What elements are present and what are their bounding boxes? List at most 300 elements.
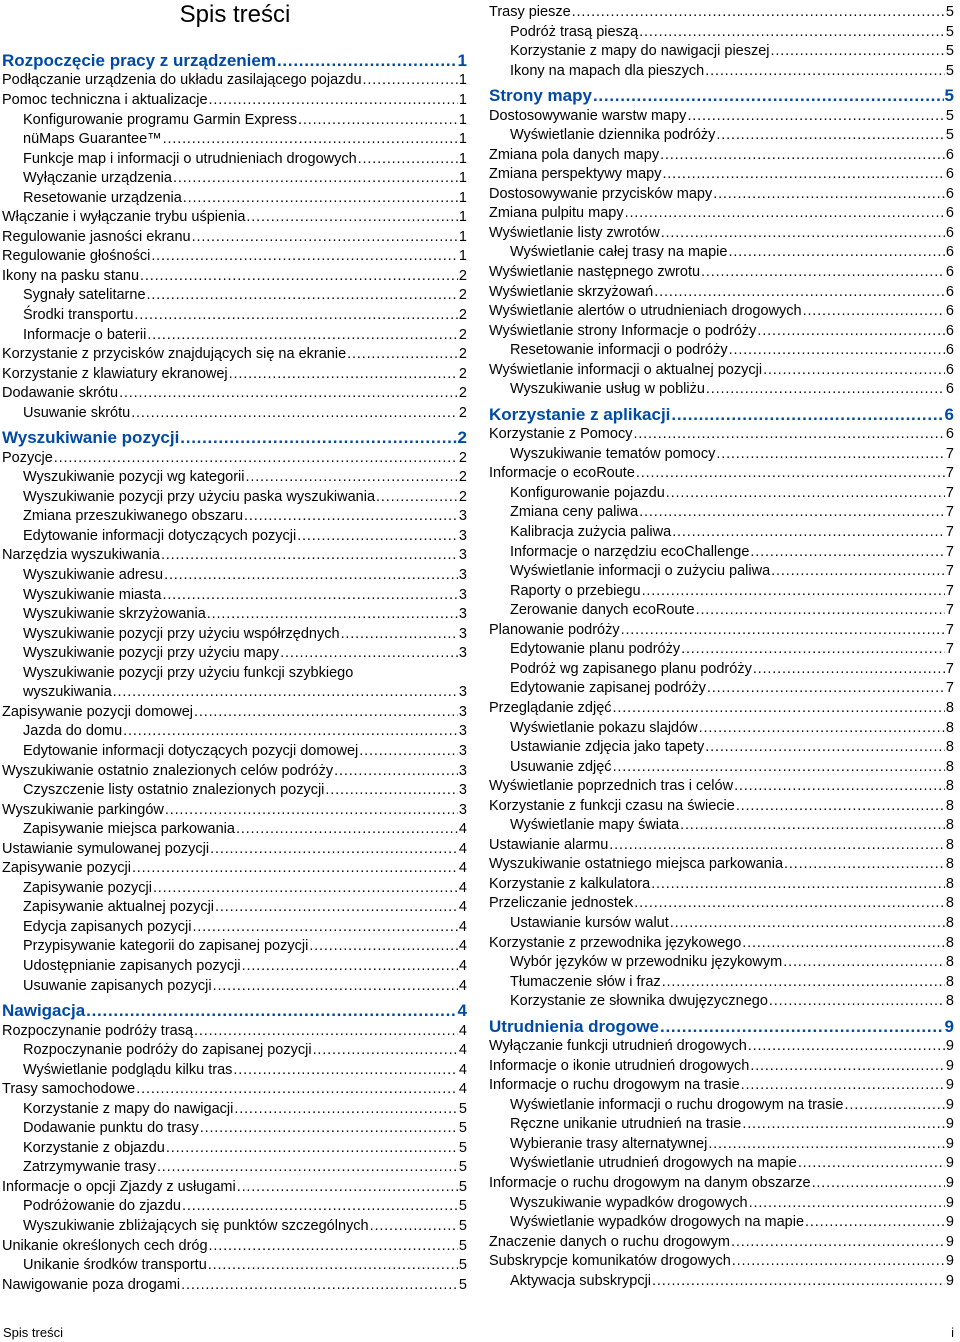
toc-entry[interactable] [489, 3, 954, 21]
toc-entry[interactable] [2, 683, 467, 701]
toc-entry[interactable] [2, 1061, 467, 1079]
toc-entry[interactable] [2, 306, 467, 324]
toc-entry[interactable] [489, 380, 954, 398]
toc-entry-page-number: 3 [458, 567, 467, 583]
toc-entry-title: Pozycje [2, 449, 53, 466]
toc-entry[interactable] [489, 758, 954, 776]
toc-entry[interactable] [489, 1252, 954, 1270]
toc-entry[interactable] [489, 679, 954, 697]
dot-leader [132, 859, 458, 877]
toc-entry[interactable] [2, 1139, 467, 1157]
toc-entry-title: Wyszukiwanie pozycji przy użyciu współrzędnych [23, 625, 340, 642]
toc-entry[interactable] [489, 1213, 954, 1231]
toc-entry-title: Funkcje map i informacji o utrudnieniach drogowych [23, 150, 357, 167]
toc-entry-title: Wyszukiwanie pozycji [2, 428, 180, 448]
toc-entry[interactable] [2, 1276, 467, 1294]
toc-entry[interactable] [2, 781, 467, 799]
toc-entry[interactable] [2, 918, 467, 936]
toc-entry[interactable] [2, 605, 467, 623]
toc-entry-title: Wyszukiwanie usług w pobliżu [510, 381, 705, 398]
toc-entry-title: Przypisywanie kategorii do zapisanej pozycji [23, 938, 309, 955]
toc-entry[interactable] [489, 1076, 954, 1094]
toc-entry[interactable] [2, 404, 467, 422]
toc-entry-title: Wyświetlanie mapy świata [510, 817, 680, 834]
dot-leader [687, 107, 944, 125]
toc-entry[interactable] [489, 582, 954, 600]
toc-entry[interactable] [2, 859, 467, 877]
toc-entry-page-number: 4 [458, 1042, 467, 1059]
toc-entry[interactable] [2, 879, 467, 897]
toc-entry[interactable] [2, 189, 467, 207]
dot-leader [642, 582, 945, 600]
dot-leader [705, 738, 945, 756]
dot-leader [363, 71, 458, 89]
toc-entry[interactable] [2, 644, 467, 662]
toc-entry[interactable] [2, 586, 467, 604]
toc-entry[interactable] [2, 527, 467, 545]
toc-entry[interactable] [2, 1022, 467, 1040]
toc-entry-page-number: 9 [945, 1096, 954, 1113]
toc-section-heading[interactable] [489, 1016, 954, 1038]
toc-entry[interactable] [489, 484, 954, 502]
toc-entry-page-number: 1 [458, 189, 467, 206]
toc-entry[interactable] [489, 204, 954, 222]
dot-leader [147, 326, 458, 344]
toc-section-heading[interactable] [2, 1000, 467, 1022]
toc-entry-page-number: 3 [458, 645, 467, 662]
toc-entry[interactable] [489, 973, 954, 991]
toc-entry[interactable] [2, 208, 467, 226]
toc-entry[interactable] [489, 322, 954, 340]
toc-entry-page-number: 9 [945, 1253, 954, 1270]
toc-entry-title: Usuwanie skrótu [23, 404, 131, 421]
dot-leader [157, 1158, 458, 1176]
dot-leader [358, 150, 458, 168]
toc-entry[interactable] [489, 503, 954, 521]
toc-entry-title: Zmiana perspektywy mapy [489, 166, 662, 183]
toc-section-heading[interactable] [489, 404, 954, 426]
toc-entry[interactable] [2, 1237, 467, 1255]
toc-entry-page-number: 2 [458, 326, 467, 343]
toc-entry-title: Strony mapy [489, 86, 592, 106]
toc-entry-title: Planowanie podróży [489, 621, 620, 638]
toc-entry[interactable] [489, 445, 954, 463]
toc-entry-title: Edytowanie planu podróży [510, 641, 681, 658]
toc-entry-title: Wyłączanie funkcji utrudnień drogowych [489, 1038, 747, 1055]
toc-entry-title: Informacje o ruchu drogowym na trasie [489, 1077, 740, 1094]
toc-entry-page-number: 1 [458, 248, 467, 265]
toc-entry[interactable] [2, 898, 467, 916]
dot-leader [165, 801, 458, 819]
dot-leader [713, 185, 945, 203]
toc-entry[interactable] [489, 464, 954, 482]
toc-entry-title: Czyszczenie listy ostatnio znalezionych pozycji [23, 782, 325, 799]
toc-entry-page-number: 1 [457, 51, 467, 70]
dot-leader [200, 1119, 458, 1137]
toc-entry-title: Zapisywanie pozycji [23, 879, 152, 896]
toc-entry[interactable] [2, 1119, 467, 1137]
toc-entry-page-number: 4 [458, 1081, 467, 1098]
toc-entry-page-number: 8 [945, 934, 954, 951]
toc-entry[interactable] [489, 836, 954, 854]
toc-entry-title: Edytowanie informacji dotyczących pozycji [23, 527, 297, 544]
toc-entry[interactable] [489, 425, 954, 443]
toc-entry-title: Wyszukiwanie ostatnio znalezionych celów podróży [2, 762, 334, 779]
dot-leader [215, 898, 458, 916]
toc-entry-page-number: 9 [945, 1194, 954, 1211]
toc-entry[interactable] [2, 488, 467, 506]
toc-entry-page-number: 7 [945, 465, 954, 482]
toc-entry-page-number: 7 [945, 660, 954, 677]
toc-entry-page-number: 1 [458, 228, 467, 245]
dot-leader [613, 699, 945, 717]
toc-entry-page-number: 5 [945, 127, 954, 144]
toc-entry-page-number: 2 [458, 469, 467, 486]
toc-entry[interactable] [489, 543, 954, 561]
toc-entry-page-number: 4 [458, 938, 467, 955]
toc-entry-page-number: 7 [945, 582, 954, 599]
dot-leader [707, 679, 945, 697]
toc-entry-page-number: 9 [945, 1272, 954, 1289]
toc-entry-title: Ustawianie symulowanej pozycji [2, 840, 210, 857]
toc-entry-page-number: 6 [945, 303, 954, 320]
toc-entry[interactable] [2, 1256, 467, 1274]
toc-entry-page-number: 9 [945, 1155, 954, 1172]
toc-entry[interactable] [2, 1217, 467, 1235]
dot-leader [748, 1037, 945, 1055]
toc-entry[interactable] [2, 286, 467, 304]
toc-entry[interactable] [2, 169, 467, 187]
dot-leader [209, 1237, 458, 1255]
toc-entry[interactable] [2, 546, 467, 564]
toc-entry[interactable] [489, 243, 954, 261]
toc-entry[interactable] [489, 263, 954, 281]
toc-entry-title: Podróżowanie do zjazdu [23, 1198, 181, 1215]
dot-leader [662, 165, 944, 183]
dot-leader [192, 918, 457, 936]
toc-entry-title: Rozpoczynanie podróży do zapisanej pozycji [23, 1042, 312, 1059]
toc-entry[interactable] [489, 283, 954, 301]
toc-entry[interactable] [2, 625, 467, 643]
toc-entry[interactable] [2, 742, 467, 760]
dot-leader [625, 204, 945, 222]
toc-entry-title: Wybór języków w przewodniku językowym [510, 954, 783, 971]
toc-entry[interactable] [489, 738, 954, 756]
toc-entry[interactable] [489, 601, 954, 619]
toc-entry[interactable] [2, 977, 467, 995]
toc-entry-title: Przeglądanie zdjęć [489, 699, 612, 716]
dot-leader [636, 464, 945, 482]
dot-leader [298, 111, 458, 129]
toc-entry[interactable] [489, 1154, 954, 1172]
dot-leader [229, 365, 458, 383]
toc-entry-title: Ikony na mapach dla pieszych [510, 62, 705, 79]
toc-entry[interactable] [2, 247, 467, 265]
toc-entry-page-number: 3 [458, 703, 467, 720]
toc-entry[interactable] [2, 71, 467, 89]
toc-entry[interactable] [2, 228, 467, 246]
toc-entry[interactable] [489, 1115, 954, 1133]
toc-entry-page-number: 4 [458, 1061, 467, 1078]
toc-entry[interactable] [489, 146, 954, 164]
dot-leader [210, 840, 458, 858]
toc-entry[interactable] [2, 267, 467, 285]
dot-leader [672, 523, 945, 541]
footer-section-title: Spis treści [3, 1325, 63, 1340]
toc-entry[interactable] [489, 797, 954, 815]
toc-section-heading[interactable] [2, 50, 467, 72]
dot-leader [572, 3, 945, 21]
toc-entry[interactable] [2, 722, 467, 740]
toc-entry-page-number: 6 [945, 426, 954, 443]
toc-entry-title: Edytowanie informacji dotyczących pozycji domowej [23, 742, 359, 759]
toc-entry-page-number: 5 [945, 23, 954, 40]
toc-entry-title: Podróż trasą pieszą [510, 23, 639, 40]
toc-entry-page-number: 8 [945, 856, 954, 873]
toc-entry-title: Wyszukiwanie pozycji przy użyciu paska wyszukiwania [23, 488, 376, 505]
toc-entry-title: Wyszukiwanie parkingów [2, 801, 164, 818]
toc-entry-title: Trasy samochodowe [2, 1081, 136, 1098]
toc-entry-title: Włączanie i wyłączanie trybu uśpienia [2, 209, 246, 226]
dot-leader [742, 934, 945, 952]
toc-entry-page-number: 9 [945, 1135, 954, 1152]
toc-entry[interactable] [2, 345, 467, 363]
toc-entry-page-number: 4 [458, 879, 467, 896]
toc-entry-title: Wyświetlanie listy zwrotów [489, 224, 660, 241]
toc-entry[interactable] [2, 1041, 467, 1059]
toc-entry[interactable] [489, 1096, 954, 1114]
toc-entry[interactable] [2, 762, 467, 780]
dot-leader [666, 484, 945, 502]
dot-leader [113, 683, 458, 701]
toc-entry-page-number: 1 [458, 150, 467, 167]
dot-leader [347, 345, 458, 363]
toc-entry[interactable] [489, 992, 954, 1010]
toc-entry[interactable] [489, 302, 954, 320]
toc-entry[interactable] [489, 107, 954, 125]
toc-entry-title: Korzystanie z funkcji czasu na świecie [489, 797, 735, 814]
toc-entry-page-number: 2 [458, 287, 467, 304]
toc-entry[interactable] [489, 165, 954, 183]
toc-entry-page-number: 4 [458, 918, 467, 935]
toc-entry[interactable] [2, 111, 467, 129]
toc-entry[interactable] [489, 875, 954, 893]
toc-entry[interactable] [489, 660, 954, 678]
toc-entry[interactable] [489, 185, 954, 203]
toc-entry-page-number: 1 [458, 170, 467, 187]
toc-entry-title: Utrudnienia drogowe [489, 1016, 659, 1036]
dot-leader [621, 621, 945, 639]
dot-leader [119, 384, 458, 402]
toc-entry[interactable] [489, 23, 954, 41]
toc-entry-title: Ręczne unikanie utrudnień na trasie [510, 1116, 742, 1133]
toc-entry-page-number: 3 [458, 606, 467, 623]
toc-entry[interactable] [2, 664, 353, 682]
dot-leader [706, 380, 945, 398]
toc-entry-page-number: 9 [944, 1016, 954, 1036]
toc-entry[interactable] [489, 42, 954, 60]
dot-leader [136, 1080, 458, 1098]
toc-entry-page-number: 3 [458, 586, 467, 603]
toc-entry-title: Dodawanie punktu do trasy [23, 1120, 199, 1137]
toc-entry[interactable] [489, 640, 954, 658]
toc-entry-page-number: 5 [945, 43, 954, 60]
toc-section-heading[interactable] [2, 427, 467, 449]
toc-entry[interactable] [489, 894, 954, 912]
toc-entry[interactable] [489, 1057, 954, 1075]
toc-entry[interactable] [489, 1233, 954, 1251]
toc-entry[interactable] [489, 562, 954, 580]
dot-leader [151, 247, 458, 265]
footer-page-number: i [951, 1325, 954, 1340]
dot-leader [729, 341, 945, 359]
toc-entry[interactable] [489, 62, 954, 80]
dot-leader [651, 875, 945, 893]
toc-entry[interactable] [489, 699, 954, 717]
toc-entry[interactable] [489, 777, 954, 795]
dot-leader [671, 404, 943, 426]
toc-entry[interactable] [489, 914, 954, 932]
toc-entry-title: Kalibracja zużycia paliwa [510, 524, 672, 540]
toc-entry-title: Korzystanie z przycisków znajdujących się na ekranie [2, 346, 347, 363]
toc-entry-title: Zapisywanie miejsca parkowania [23, 821, 235, 838]
toc-entry-title: Znaczenie danych o ruchu drogowym [489, 1233, 730, 1250]
dot-leader [313, 1041, 458, 1059]
toc-entry-title: Zmiana przeszukiwanego obszaru [23, 508, 244, 525]
toc-entry-page-number: 2 [458, 488, 467, 505]
toc-entry[interactable] [489, 126, 954, 144]
toc-section-heading[interactable] [489, 85, 954, 107]
toc-entry[interactable] [489, 361, 954, 379]
toc-entry[interactable] [489, 1135, 954, 1153]
toc-entry[interactable] [2, 820, 467, 838]
toc-entry-page-number: 3 [458, 782, 467, 799]
toc-entry[interactable] [2, 937, 467, 955]
toc-entry-page-number: 7 [945, 563, 954, 580]
toc-entry-title: Informacje o ecoRoute [489, 465, 635, 482]
toc-entry-page-number: 8 [945, 993, 954, 1010]
dot-leader [183, 189, 458, 207]
toc-entry[interactable] [2, 468, 467, 486]
toc-entry[interactable] [2, 1178, 467, 1196]
toc-entry-page-number: 6 [945, 244, 954, 261]
dot-leader [236, 820, 458, 838]
dot-leader [244, 507, 458, 525]
toc-entry[interactable] [2, 91, 467, 109]
toc-entry-title: Wyszukiwanie pozycji przy użyciu funkcji szybkiego [23, 664, 354, 681]
toc-entry-title: Unikanie środków transportu [23, 1257, 207, 1274]
toc-entry-page-number: 3 [458, 684, 467, 701]
toc-entry[interactable] [2, 801, 467, 819]
toc-entry[interactable] [2, 507, 467, 525]
dot-leader [233, 1061, 458, 1079]
toc-entry[interactable] [2, 1158, 467, 1176]
dot-leader [763, 361, 945, 379]
toc-entry[interactable] [489, 621, 954, 639]
dot-leader [634, 894, 945, 912]
toc-entry-title: Korzystanie z mapy do nawigacji pieszej [510, 43, 770, 60]
toc-entry-page-number: 7 [945, 484, 954, 501]
toc-entry-page-number: 1 [458, 131, 467, 148]
toc-entry[interactable] [2, 1100, 467, 1118]
toc-entry-title: Wyszukiwanie pozycji wg kategorii [23, 469, 245, 486]
toc-entry-page-number: 7 [945, 621, 954, 638]
toc-entry-title: Zmiana ceny paliwa [510, 504, 639, 521]
dot-leader [639, 23, 945, 41]
dot-leader [131, 404, 458, 422]
toc-entry[interactable] [2, 957, 467, 975]
dot-leader [609, 836, 945, 854]
toc-entry[interactable] [489, 1174, 954, 1192]
toc-entry[interactable] [489, 523, 954, 541]
toc-entry[interactable] [489, 1272, 954, 1290]
toc-entry[interactable] [489, 719, 954, 737]
toc-entry[interactable] [489, 1037, 954, 1055]
toc-entry-page-number: 5 [458, 1237, 467, 1254]
toc-entry-page-number: 5 [945, 107, 954, 124]
toc-entry[interactable] [2, 1197, 467, 1215]
toc-entry-page-number: 9 [945, 1038, 954, 1055]
toc-entry[interactable] [489, 341, 954, 359]
toc-entry-title: Udostępnianie zapisanych pozycji [23, 958, 241, 974]
toc-entry[interactable] [2, 365, 467, 383]
toc-entry[interactable] [2, 1080, 467, 1098]
toc-entry-title: Konfigurowanie pojazdu [510, 484, 665, 501]
toc-entry[interactable] [2, 150, 467, 168]
toc-entry[interactable] [2, 840, 467, 858]
dot-leader [701, 263, 945, 281]
toc-entry-page-number: 9 [945, 1214, 954, 1231]
toc-entry-title: wyszukiwania [23, 684, 112, 701]
toc-entry-title: Wyszukiwanie adresu [23, 567, 164, 583]
toc-entry[interactable] [489, 953, 954, 971]
toc-entry-title: Wybieranie trasy alternatywnej [510, 1135, 708, 1152]
toc-entry-title: Zatrzymywanie trasy [23, 1159, 156, 1176]
dot-leader [194, 703, 458, 721]
toc-entry-page-number: 3 [458, 527, 467, 544]
toc-entry-page-number: 8 [945, 739, 954, 756]
toc-entry-title: Wyświetlanie informacji o aktualnej pozycji [489, 361, 763, 378]
toc-entry-page-number: 6 [945, 381, 954, 398]
toc-entry[interactable] [2, 384, 467, 402]
toc-entry[interactable] [2, 566, 467, 584]
toc-entry-page-number: 5 [458, 1218, 467, 1234]
toc-entry-page-number: 1 [458, 72, 467, 89]
toc-entry[interactable] [2, 703, 467, 721]
toc-entry-title: Zapisywanie aktualnej pozycji [23, 899, 215, 916]
toc-entry[interactable] [489, 224, 954, 242]
dot-leader [734, 777, 945, 795]
dot-leader [750, 543, 945, 561]
toc-entry-title: Informacje o ikonie utrudnień drogowych [489, 1057, 750, 1074]
toc-entry[interactable] [489, 816, 954, 834]
toc-entry-page-number: 4 [457, 1001, 467, 1021]
toc-entry[interactable] [2, 326, 467, 344]
toc-entry[interactable] [2, 130, 467, 148]
toc-entry[interactable] [489, 934, 954, 952]
toc-entry-title: Wyłączanie urządzenia [23, 170, 172, 187]
dot-leader [245, 468, 457, 486]
toc-entry[interactable] [2, 449, 467, 467]
toc-entry[interactable] [489, 1194, 954, 1212]
toc-entry-title: Wyszukiwanie wypadków drogowych [510, 1194, 748, 1211]
toc-entry-page-number: 3 [458, 723, 467, 740]
dot-leader [749, 1194, 945, 1212]
toc-entry-title: Resetowanie informacji o podróży [510, 342, 728, 359]
toc-entry[interactable] [489, 855, 954, 873]
toc-entry-title: Tłumaczenie słów i fraz [510, 973, 661, 990]
toc-entry-title: Korzystanie z Pomocy [489, 426, 633, 443]
